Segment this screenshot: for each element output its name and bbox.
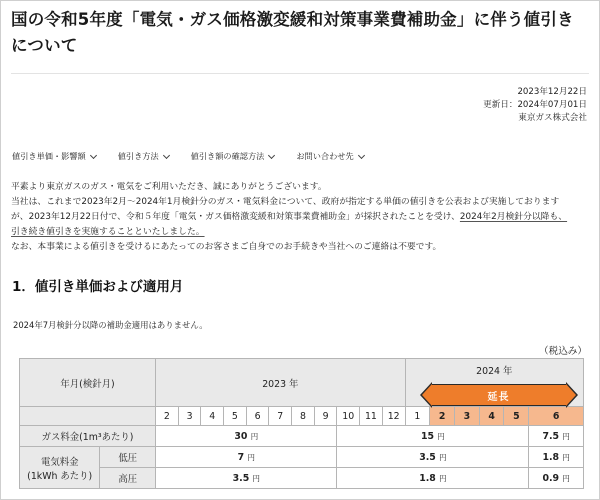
month-cell: 7 xyxy=(269,407,292,426)
intro-notice: なお、本事業による値引きを受けるにあたってのお客さまご自身でのお手続きや当社へのご連絡は不要です。 xyxy=(11,242,442,252)
electric-label: 電気料金 xyxy=(40,456,79,468)
yen-unit: 円 xyxy=(439,473,447,483)
extension-label: 延長 xyxy=(487,392,510,403)
intro-greeting: 平素より東京ガスのガス・電気をご利用いただき、誠にありがとうございます。 xyxy=(11,182,327,192)
year-2024-header xyxy=(405,359,583,407)
chevron-down-icon xyxy=(163,151,170,158)
high-voltage-value xyxy=(337,468,529,489)
chevron-down-icon xyxy=(268,151,275,158)
intro-paragraph xyxy=(11,195,589,240)
gas-value xyxy=(156,426,337,447)
month-cell: 4 xyxy=(201,407,224,426)
gas-rate: 7.5 xyxy=(542,430,560,442)
high-voltage-label: 高圧 xyxy=(100,468,156,489)
yen-unit: 円 xyxy=(250,431,259,441)
low-rate: 1.8 xyxy=(542,451,560,463)
chevron-down-icon xyxy=(90,151,97,158)
intro-underline-1: 2024年2月検針分以降も、 xyxy=(459,212,568,222)
high-rate: 1.8 xyxy=(419,472,436,484)
nav-item-check-method[interactable] xyxy=(191,151,275,162)
high-voltage-value xyxy=(156,468,337,489)
month-cell: 11 xyxy=(360,407,383,426)
low-voltage-label: 低圧 xyxy=(100,447,156,468)
tax-note: （税込み） xyxy=(539,346,587,357)
section-title-rates: 1．値引き単価および適用月 xyxy=(12,279,184,295)
month-cell: 5 xyxy=(224,407,247,426)
page-title: 国の令和5年度「電気・ガス価格激変緩和対策事業費補助金」に伴う値引きについて xyxy=(11,10,574,55)
low-voltage-value xyxy=(156,447,337,468)
year-2023-header: 2023 年 xyxy=(156,359,405,407)
gas-rate: 15 xyxy=(420,430,435,442)
high-rate: 0.9 xyxy=(542,472,560,484)
intro-underline-2: 引き続き値引きを実施することといたしました。 xyxy=(11,227,205,237)
month-cell-extended: 6 xyxy=(529,407,584,426)
nav-item-label: 値引き額の確認方法 xyxy=(190,151,265,161)
low-rate: 7 xyxy=(237,451,245,463)
intro-text xyxy=(11,180,589,255)
updated-date: 更新日：2024年07月01日 xyxy=(483,100,587,110)
intro-line-1: 当社は、これまで2023年2月～2024年1月検針分のガス・電気料金について、政府が指定する単価の値引きを公表および実施しております xyxy=(11,197,560,207)
month-cell-extended: 3 xyxy=(455,407,480,426)
yen-unit: 円 xyxy=(439,452,447,462)
month-cell: 10 xyxy=(337,407,360,426)
gas-row-label: ガス料金(1m³あたり) xyxy=(20,426,156,447)
page-meta xyxy=(11,86,589,125)
month-cell: 9 xyxy=(314,407,337,426)
month-cell-extended: 2 xyxy=(430,407,455,426)
yen-unit: 円 xyxy=(247,452,255,462)
nav-item-discount-rate[interactable] xyxy=(12,151,96,162)
low-voltage-value xyxy=(529,447,584,468)
divider xyxy=(11,73,589,74)
high-rate: 3.5 xyxy=(232,472,250,484)
month-cell: 3 xyxy=(178,407,201,426)
electric-row-label xyxy=(20,447,100,489)
yen-unit: 円 xyxy=(562,452,570,462)
year-2024-label: 2024 年 xyxy=(476,366,513,377)
low-rate: 3.5 xyxy=(419,451,436,463)
gas-value xyxy=(337,426,529,447)
publish-date: 2023年12月22日 xyxy=(517,87,587,97)
gas-value xyxy=(529,426,584,447)
month-cell-extended: 5 xyxy=(504,407,529,426)
company-name: 東京ガス株式会社 xyxy=(518,113,587,123)
yen-unit: 円 xyxy=(437,431,445,441)
gas-rate: 30 xyxy=(234,430,248,442)
month-cell: 8 xyxy=(292,407,315,426)
month-cell: 2 xyxy=(156,407,179,426)
nav-item-discount-method[interactable] xyxy=(118,151,169,162)
yen-unit: 円 xyxy=(252,473,260,483)
nav-item-label: お問い合わせ先 xyxy=(296,151,354,161)
month-cell: 6 xyxy=(246,407,269,426)
month-cell-extended: 4 xyxy=(479,407,504,426)
nav-item-label: 値引き単価・影響額 xyxy=(12,151,86,161)
month-cell: 12 xyxy=(382,407,405,426)
section-note: 2024年7月検針分以降の補助金適用はありません。 xyxy=(13,320,208,330)
extension-arrow xyxy=(420,382,578,408)
month-cell: 1 xyxy=(405,407,430,426)
nav-item-label: 値引き方法 xyxy=(117,151,159,161)
month-row-spacer xyxy=(20,407,156,426)
high-voltage-value xyxy=(529,468,584,489)
yen-unit: 円 xyxy=(562,473,570,483)
intro-line-2: が、2023年12月22日付で、令和５年度「電気・ガス価格激変緩和対策事業費補助金」が採択されたことを受け、 xyxy=(11,212,460,222)
chevron-down-icon xyxy=(358,151,365,158)
nav-item-contact[interactable] xyxy=(296,151,363,162)
yen-unit: 円 xyxy=(562,431,570,441)
electric-unit: (1kWh あたり) xyxy=(27,470,93,482)
page-anchor-nav xyxy=(11,151,589,162)
header-label: 年月(検針月) xyxy=(20,359,156,407)
low-voltage-value xyxy=(337,447,529,468)
discount-rate-table xyxy=(19,358,584,489)
